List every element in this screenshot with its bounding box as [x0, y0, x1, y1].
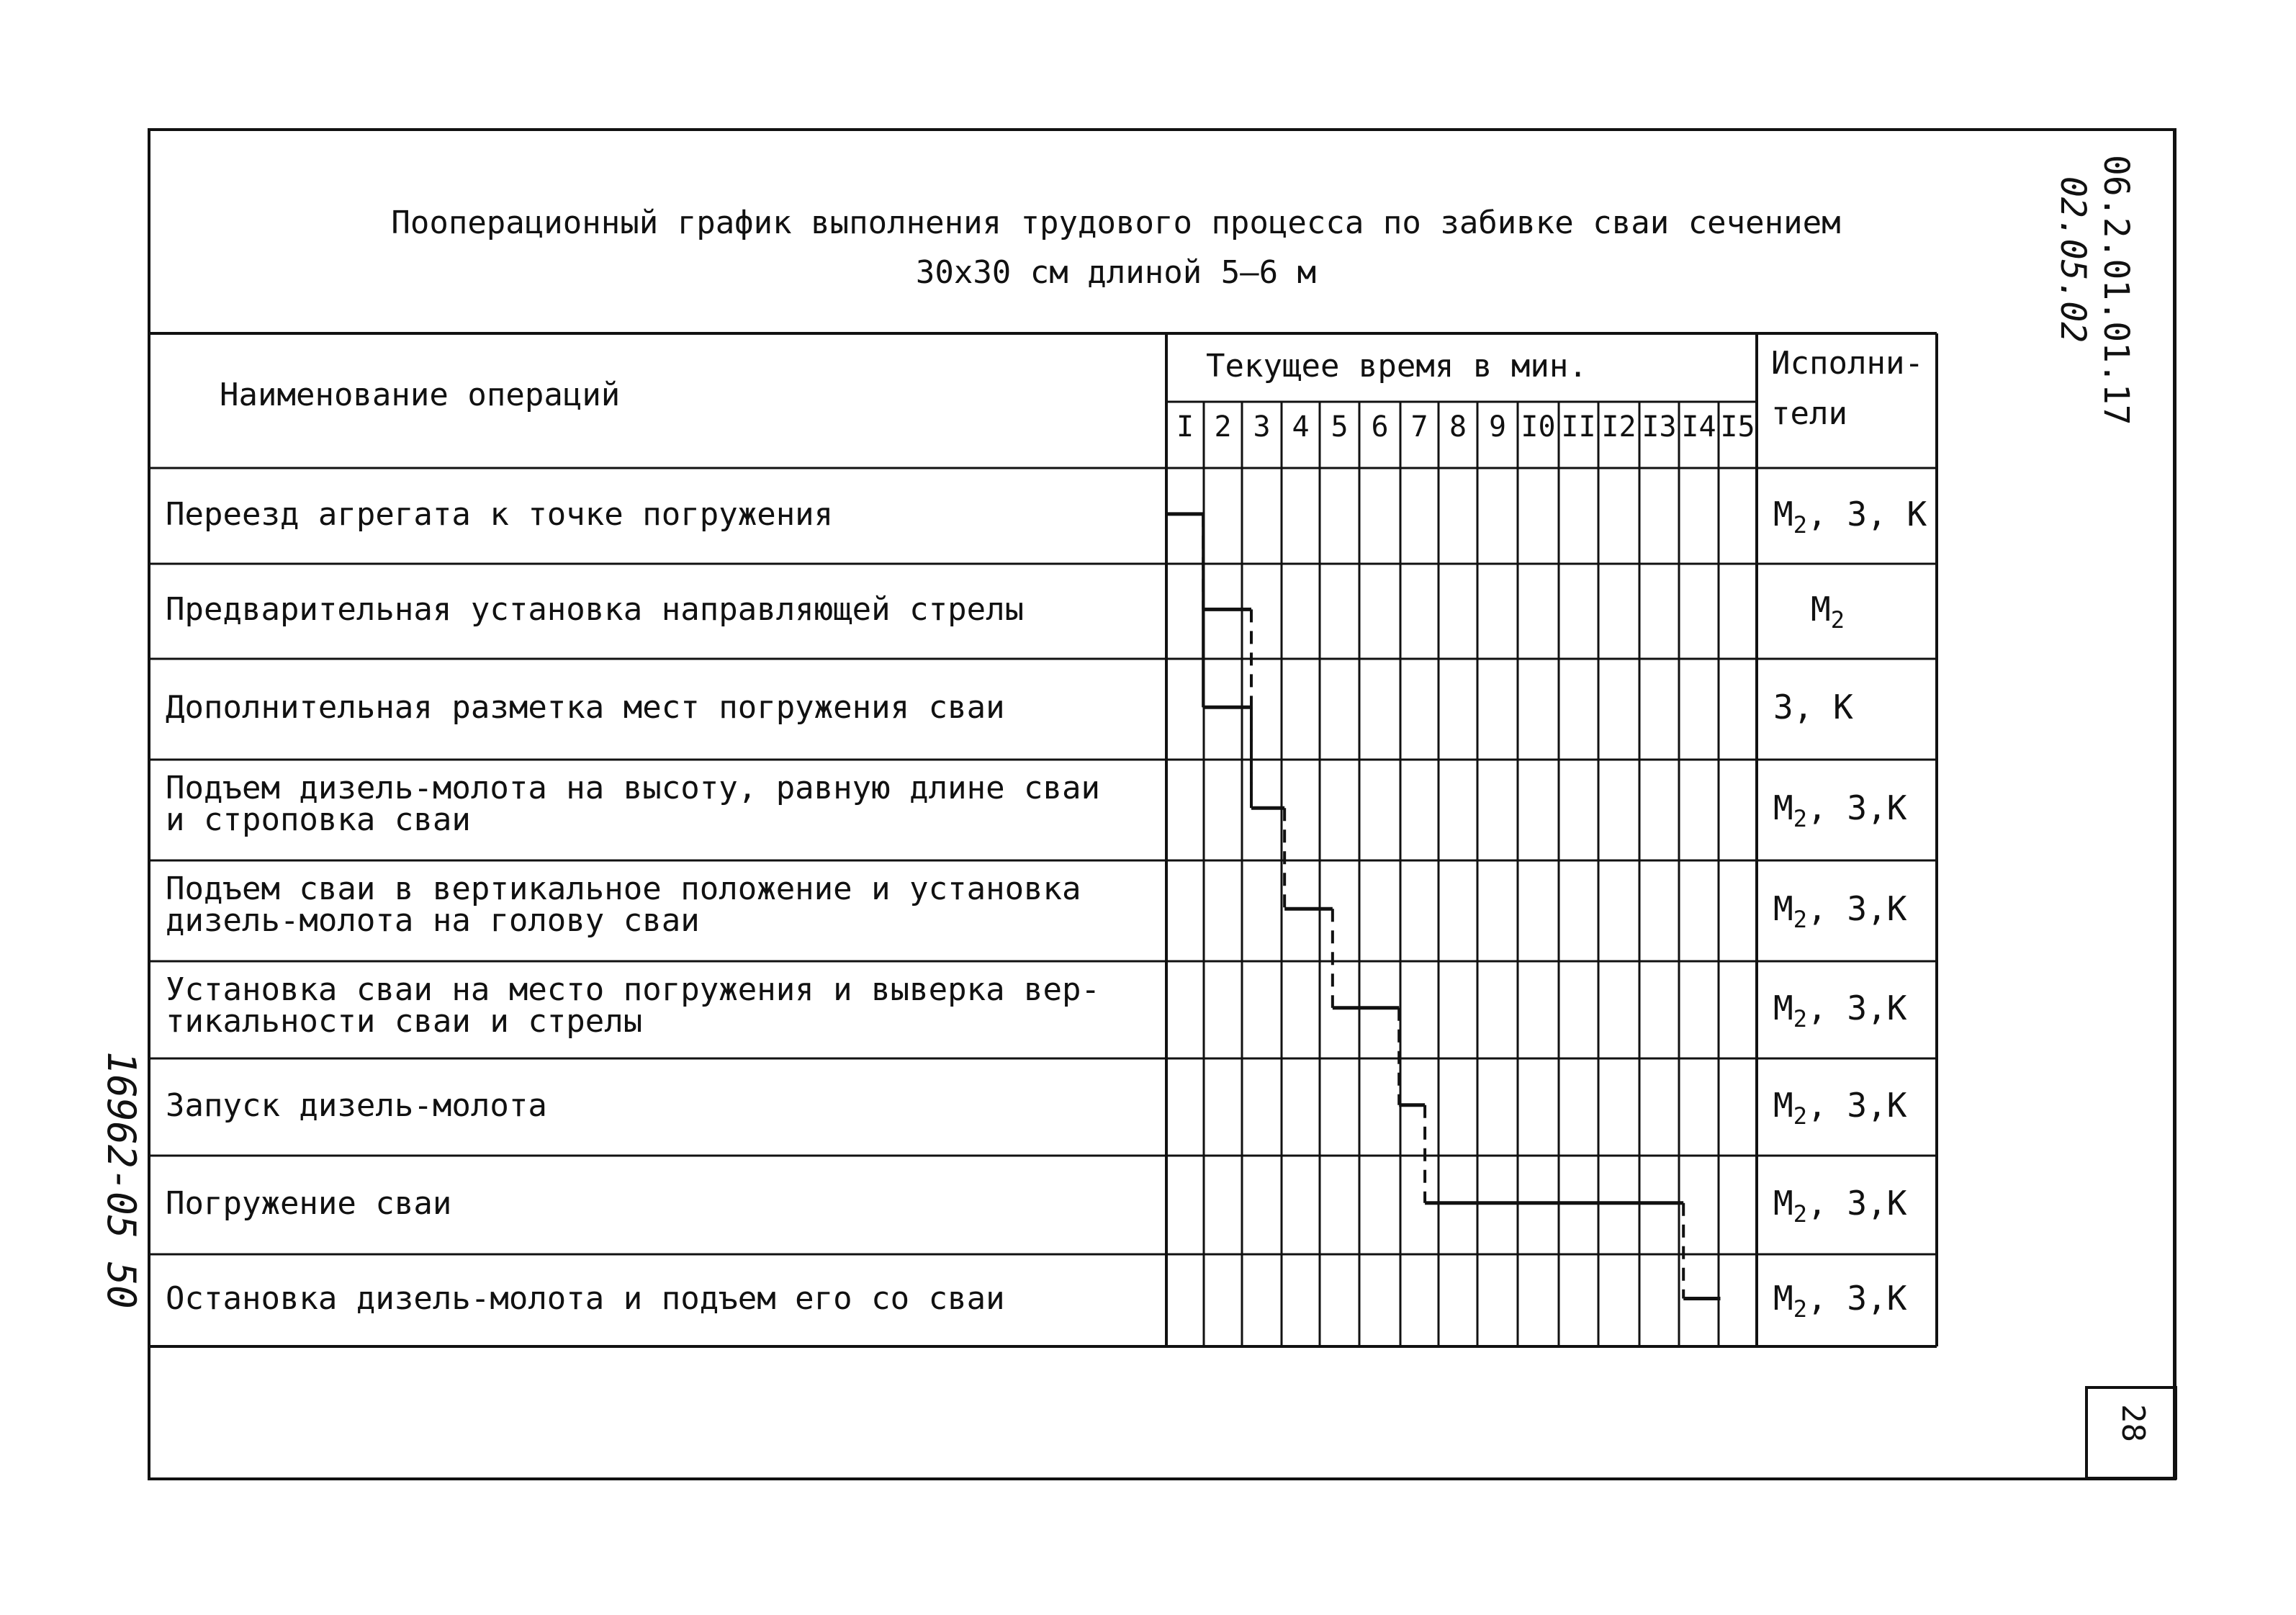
page-number: 28 [2115, 1404, 2151, 1442]
minute-column-label: I4 [1681, 410, 1716, 444]
header-performers-line-2: тели [1771, 395, 1847, 432]
minute-column-label: I5 [1720, 410, 1755, 444]
operation-performers: З, К [1773, 688, 1853, 726]
operation-name-continued: дизель-молота на голову сваи [166, 902, 700, 939]
minute-column-label: 4 [1292, 410, 1310, 444]
operation-performers: $М_2$ [1811, 590, 1845, 634]
operation-performers: $М_2$, З,К [1773, 1279, 1907, 1323]
document-code-secondary: 02.05.02 [2053, 176, 2093, 343]
minute-column-label: II [1561, 410, 1596, 444]
operation-name: Подъем дизель-молота на высоту, равную длине сваи [166, 770, 1101, 806]
minute-column-label: I0 [1521, 410, 1556, 444]
minute-column-label: 7 [1410, 410, 1428, 444]
operation-name-continued: и строповка сваи [166, 801, 471, 838]
operation-name: Подъем сваи в вертикальное положение и установка [166, 871, 1081, 907]
minute-column-label: 2 [1214, 410, 1232, 444]
minute-column-label: 3 [1253, 410, 1271, 444]
operation-name: Переезд агрегата к точке погружения [166, 495, 834, 533]
minute-column-label: I [1176, 410, 1194, 444]
operation-performers: $М_2$, З,К [1773, 788, 1907, 833]
operation-name: Дополнительная разметка мест погружения сваи [166, 689, 1005, 726]
header-performers-line-1: Исполни- [1771, 345, 1924, 382]
page-title-line-1: Пооперационный график выполнения трудового процесса по забивке сваи сечением [391, 204, 1841, 241]
header-time: Текущее время в мин. [1206, 348, 1588, 384]
operation-name: Установка сваи на место погружения и выверка вер- [166, 971, 1101, 1008]
document-code: 06.2.01.01.17 [2096, 155, 2136, 426]
minute-column-label: 8 [1449, 410, 1467, 444]
operation-name: Предварительная установка направляющей стрелы [166, 591, 1025, 628]
archive-number: 16962-05 50 [99, 1051, 144, 1309]
operation-performers: $М_2$, З,К [1773, 1085, 1907, 1130]
operation-name: Остановка дизель-молота и подъем его со сваи [166, 1280, 1005, 1317]
operation-name-continued: тикальности сваи и стрелы [166, 1003, 643, 1040]
operation-performers: $М_2$, З,К [1773, 988, 1907, 1033]
minute-column-label: 5 [1331, 410, 1349, 444]
minute-column-label: I2 [1601, 410, 1637, 444]
header-operations: Наименование операций [220, 377, 621, 413]
page-title-line-2: 30х30 см длиной 5–6 м [915, 254, 1317, 291]
minute-column-label: 6 [1371, 410, 1389, 444]
operation-performers: $М_2$, З,К [1773, 1183, 1907, 1228]
operation-performers: $М_2$, З, К [1773, 494, 1927, 539]
minute-column-label: I3 [1642, 410, 1677, 444]
operation-name: Погружение сваи [166, 1184, 452, 1222]
minute-column-label: 9 [1488, 410, 1507, 444]
operation-name: Запуск дизель-молота [166, 1087, 547, 1124]
operation-performers: $М_2$, З,К [1773, 889, 1907, 934]
